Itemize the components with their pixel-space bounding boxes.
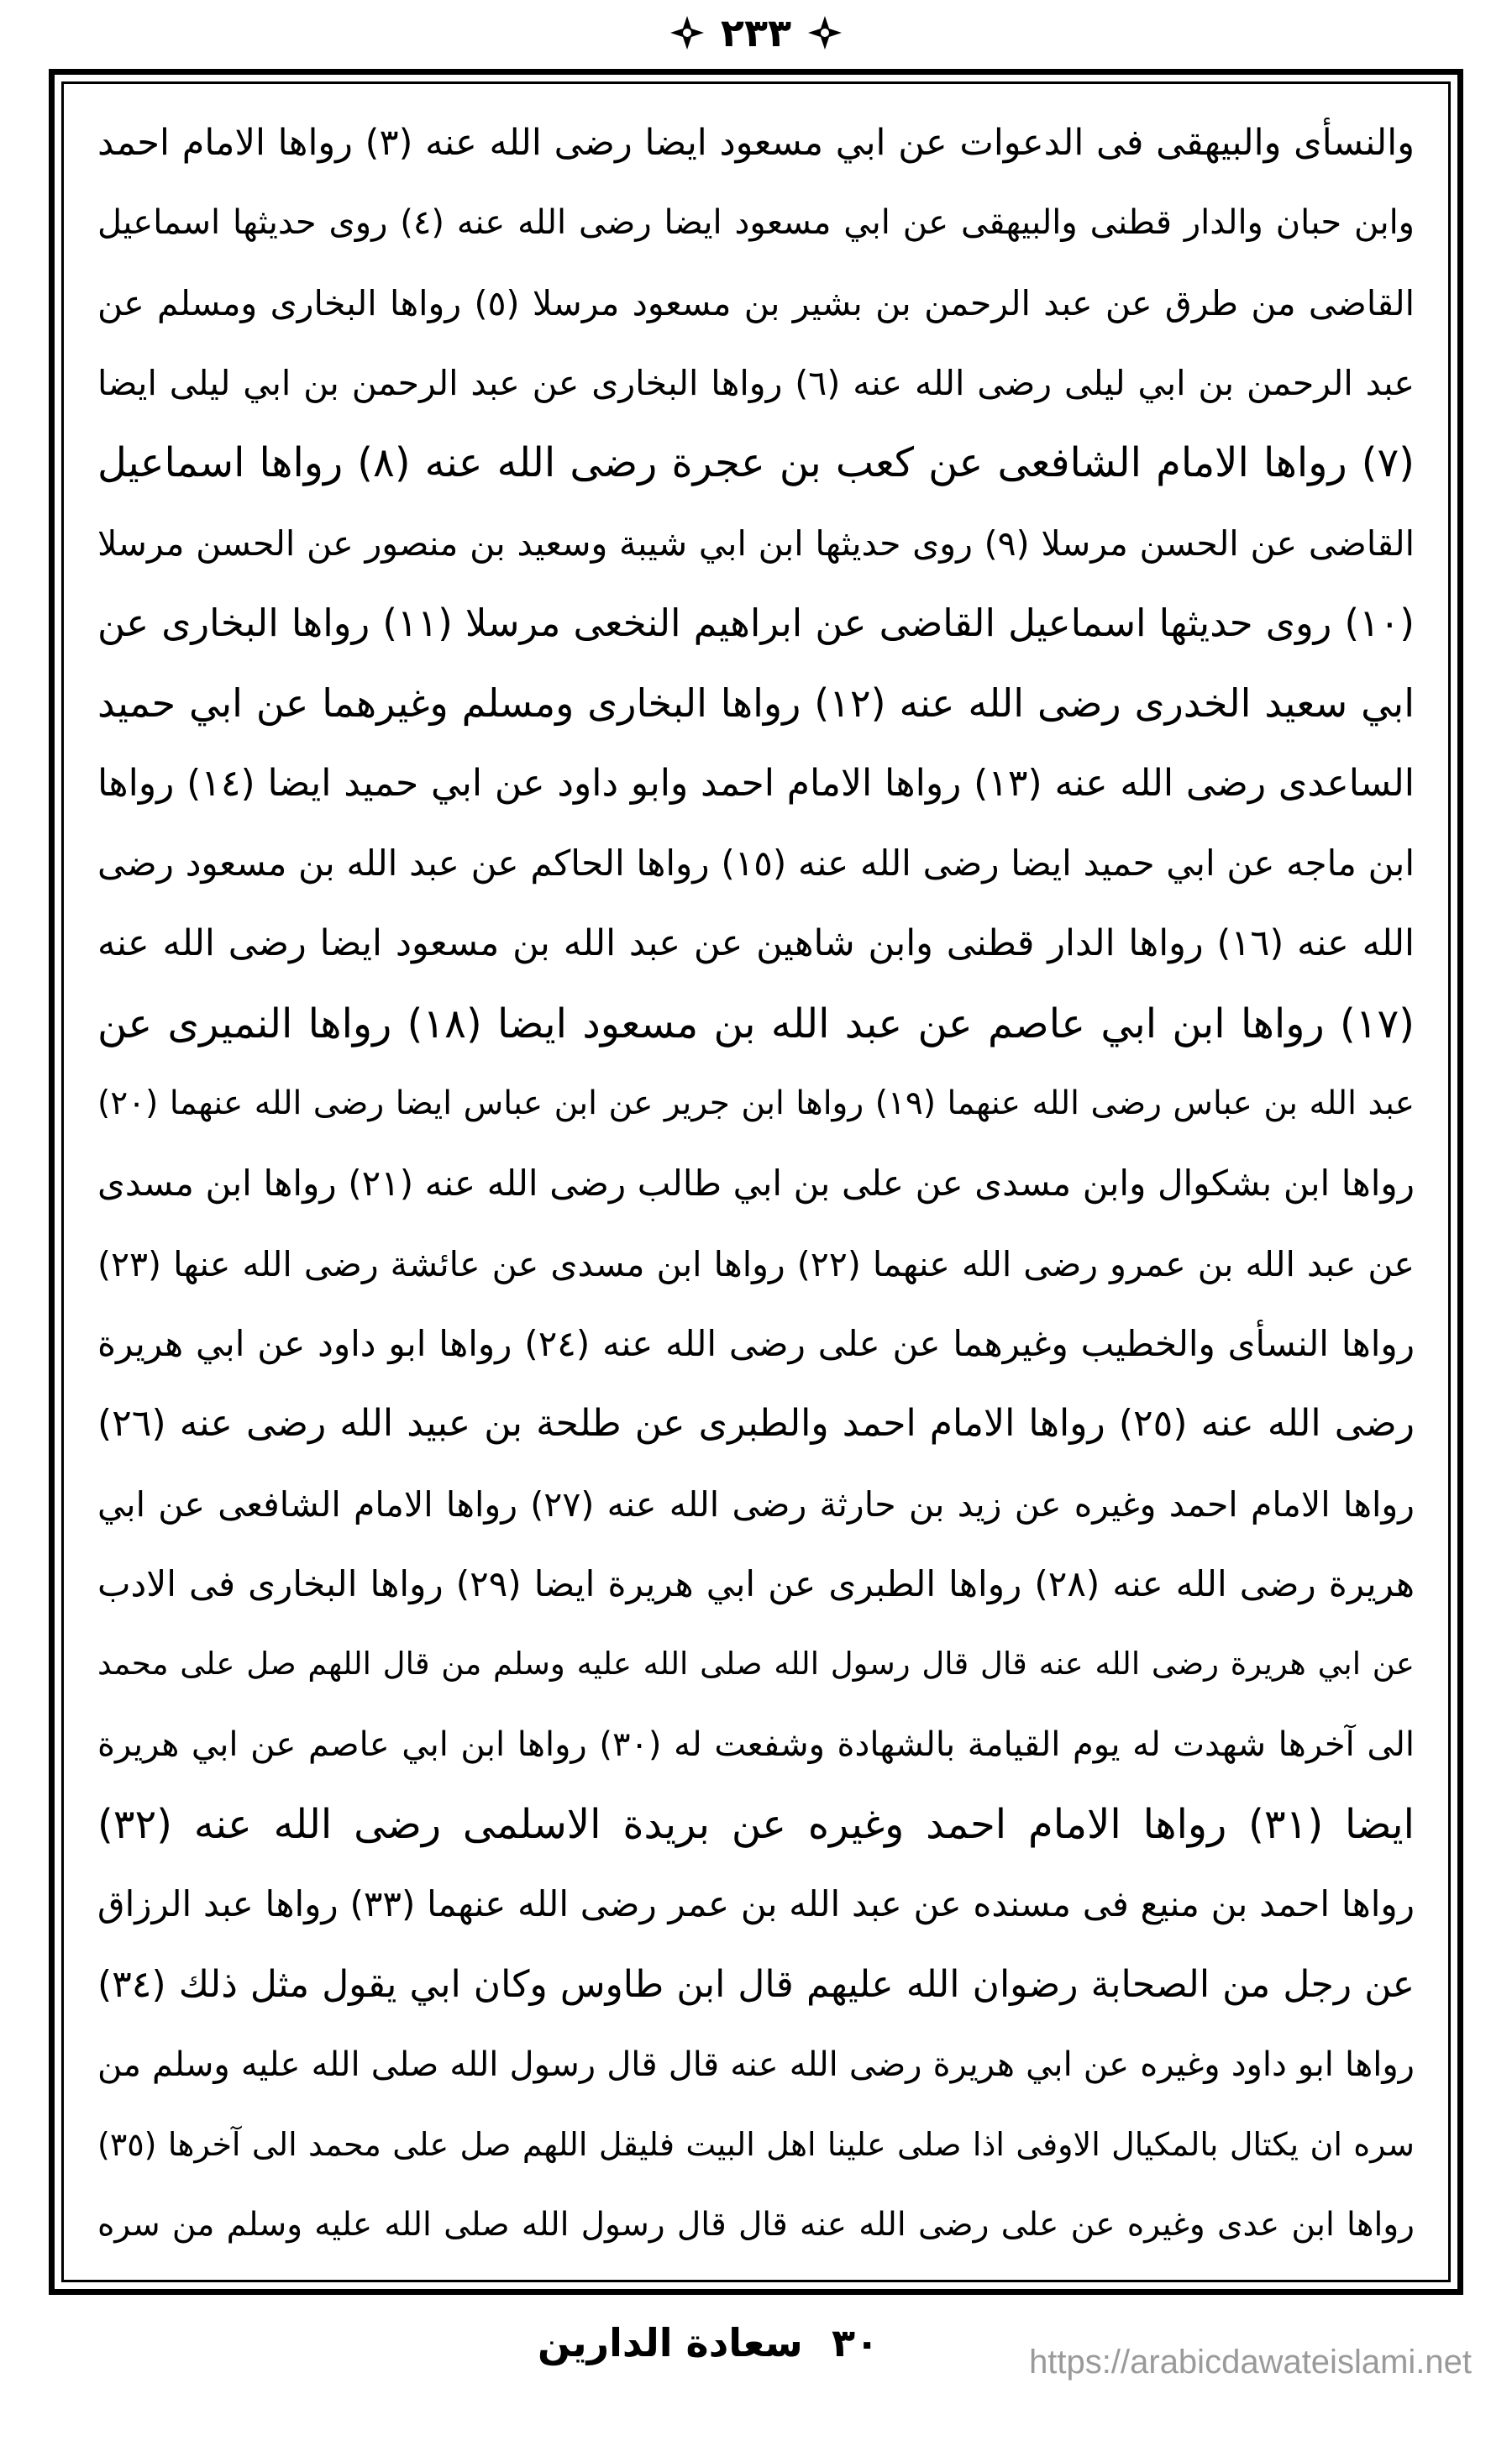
footer-page-number: ٣٠ [832,2320,879,2365]
text-line: رضى الله عنه (٢٥) رواها الامام احمد والطبرى عن طلحة بن عبيد الله رضى عنه (٢٦) [97,1402,1415,1446]
text-line: والنسأى والبيهقى فى الدعوات عن ابي مسعود ايضا رضى الله عنه (٣) رواها الامام احمد [97,122,1415,164]
text-line: عبد الله بن عباس رضى الله عنهما (١٩) رواها ابن جرير عن ابن عباس ايضا رضى الله عنهما (٢٠) [97,1084,1415,1122]
text-line: رواها ابن عدى وغيره عن على رضى الله عنه قال قال رسول الله صلى الله عليه وسلم من سره [97,2205,1415,2244]
text-line: عن ابي هريرة رضى الله عنه قال قال رسول الله صلى الله عليه وسلم من قال اللهم صل على محمد [97,1646,1415,1683]
text-line: الساعدى رضى الله عنه (١٣) رواها الامام احمد وابو داود عن ابي حميد ايضا (١٤) رواها [97,761,1415,805]
text-line: (١٧) رواها ابن ابي عاصم عن عبد الله بن مسعود ايضا (١٨) رواها النميرى عن [97,1000,1415,1047]
watermark-url: https://arabicdawateislami.net [1029,2344,1472,2381]
text-line: القاضى عن الحسن مرسلا (٩) روى حديثها ابن ابي شيبة وسعيد بن منصور عن الحسن مرسلا [97,522,1415,564]
page-header [0,3,1512,62]
text-line: هريرة رضى الله عنه (٢٨) رواها الطبرى عن ابي هريرة ايضا (٢٩) رواها البخارى فى الادب [97,1562,1415,1604]
text-line: سره ان يكتال بالمكيال الاوفى اذا صلى علينا اهل البيت فليقل اللهم صل على محمد الى آخرها (٣٥) [97,2126,1415,2164]
text-line: عن عبد الله بن عمرو رضى الله عنهما (٢٢) رواها ابن مسدى عن عائشة رضى الله عنها (٢٣) [97,1243,1415,1284]
text-line: الى آخرها شهدت له يوم القيامة بالشهادة وشفعت له (٣٠) رواها ابن ابي عاصم عن ابي هريرة [97,1725,1415,1764]
text-line: ابي سعيد الخدرى رضى الله عنه (١٢) رواها البخارى ومسلم وغيرهما عن ابي حميد [97,680,1415,727]
text-line: عبد الرحمن بن ابي ليلى رضى الله عنه (٦) رواها البخارى عن عبد الرحمن بن ابي ليلى ايضا [97,362,1415,403]
text-line: رواها الامام احمد وغيره عن زيد بن حارثة رضى الله عنه (٢٧) رواها الامام الشافعى عن ابي [97,1483,1415,1525]
text-line: (١٠) روى حديثها اسماعيل القاضى عن ابراهيم النخعى مرسلا (١١) رواها البخارى عن [97,600,1415,645]
text-line: عن رجل من الصحابة رضوان الله عليهم قال ابن طاوس وكان ابي يقول مثل ذلك (٣٤) [97,1962,1415,2006]
page-border [49,69,1463,2295]
ornament-icon [669,14,706,51]
text-line: رواها النسأى والخطيب وغيرهما عن على رضى الله عنه (٢٤) رواها ابو داود عن ابي هريرة [97,1322,1415,1364]
text-line: القاضى من طرق عن عبد الرحمن بن بشير بن مسعود مرسلا (٥) رواها البخارى ومسلم عن [97,282,1415,323]
inner-border [61,81,1451,2282]
ornament-icon [806,14,843,51]
footnotes-text [97,102,1415,2265]
book-title: سعادة الدارين [538,2320,803,2365]
text-line: ابن ماجه عن ابي حميد ايضا رضى الله عنه (١٥) رواها الحاكم عن عبد الله بن مسعود رضى [97,842,1415,884]
text-line: (٧) رواها الامام الشافعى عن كعب بن عجرة رضى الله عنه (٨) رواها اسماعيل [97,439,1415,487]
page-number: ٢٣٣ [720,10,792,55]
text-line: الله عنه (١٦) رواها الدار قطنى وابن شاهين عن عبد الله بن مسعود ايضا رضى الله عنه [97,922,1415,965]
text-line: رواها ابن بشكوال وابن مسدى عن على بن ابي طالب رضى الله عنه (٢١) رواها ابن مسدى [97,1163,1415,1205]
text-line: ايضا (٣١) رواها الامام احمد وغيره عن بريدة الاسلمى رضى الله عنه (٣٢) [97,1800,1415,1848]
text-line: رواها احمد بن منيع فى مسنده عن عبد الله بن عمر رضى الله عنهما (٣٣) رواها عبد الرزاق [97,1883,1415,1925]
text-line: رواها ابو داود وغيره عن ابي هريرة رضى الله عنه قال قال رسول الله صلى الله عليه وسلم من [97,2045,1415,2084]
text-line: وابن حبان والدار قطنى والبيهقى عن ابي مسعود ايضا رضى الله عنه (٤) روى حديثها اسماعيل [97,203,1415,243]
